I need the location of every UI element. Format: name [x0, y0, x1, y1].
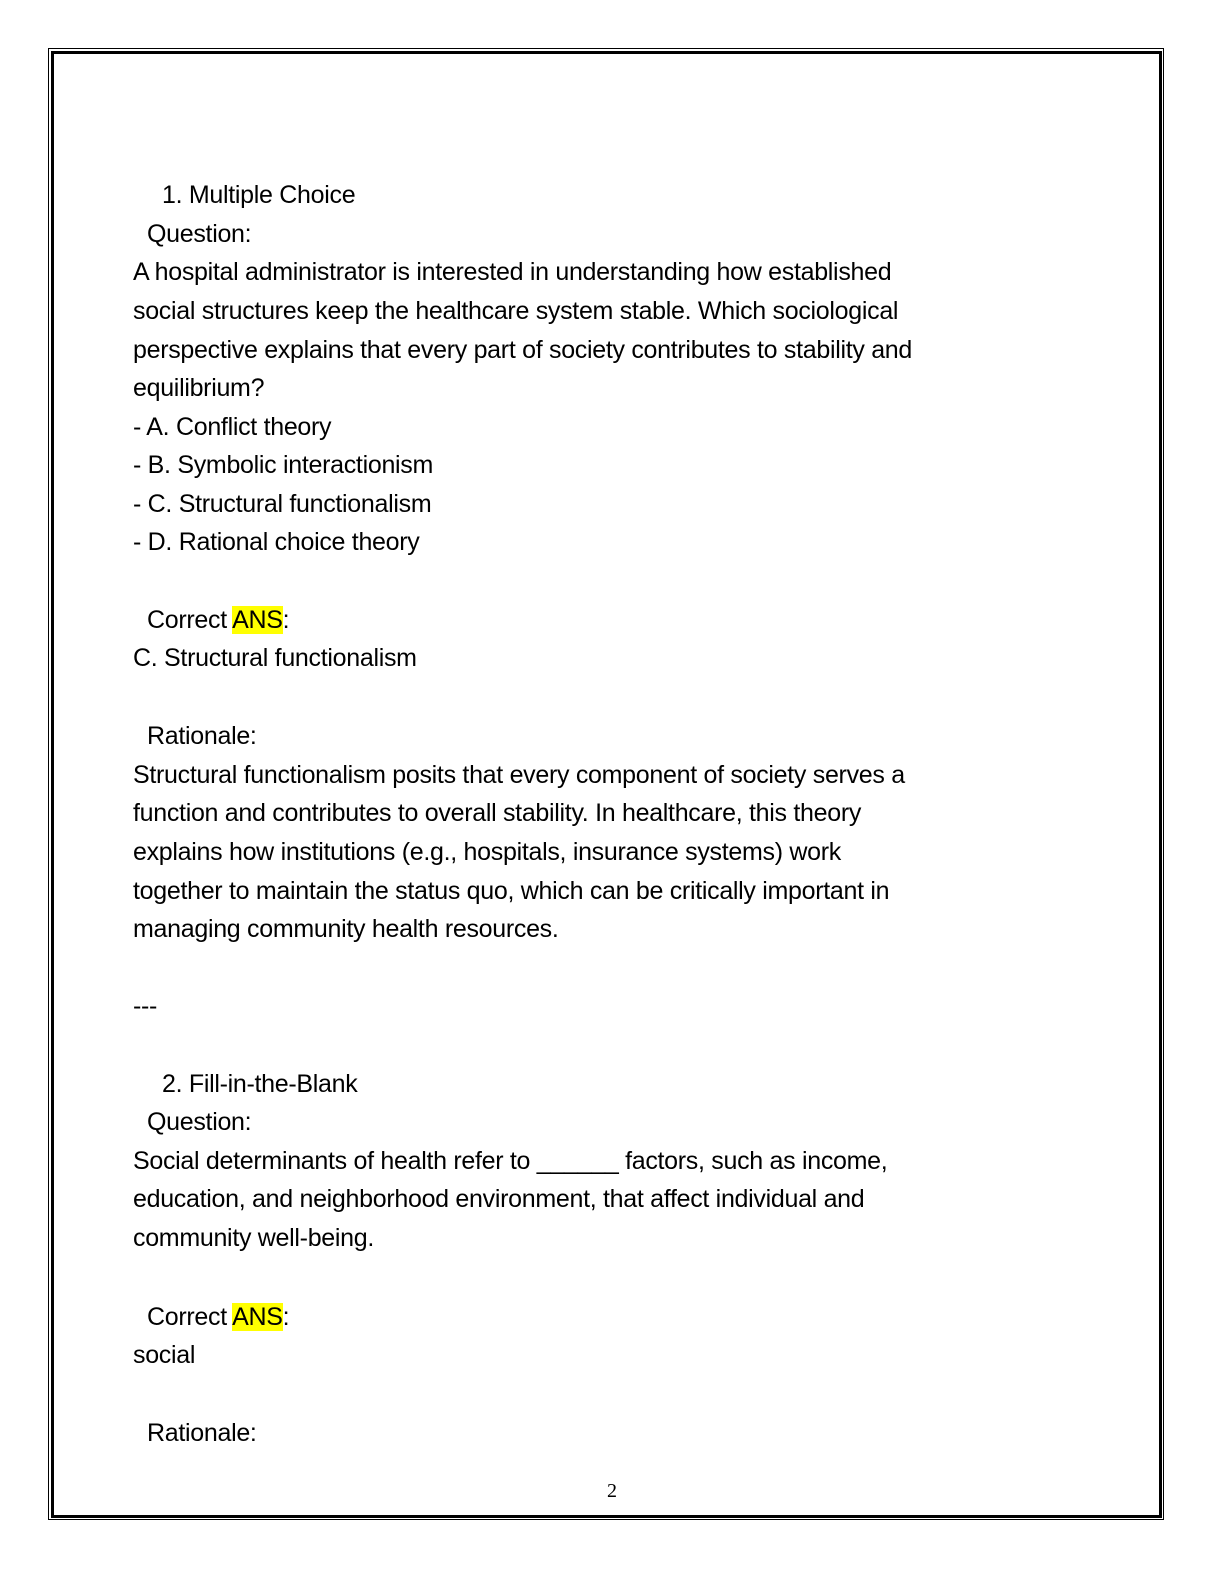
q2-question-line: Social determinants of health refer to ______ factors, such as income,: [133, 1147, 888, 1175]
answer-prefix: Correct: [147, 1303, 233, 1331]
q1-heading: 1. Multiple Choice: [162, 181, 356, 209]
q1-rationale-label: Rationale:: [147, 722, 257, 750]
q1-rationale-line: together to maintain the status quo, which can be critically important in: [133, 877, 890, 905]
q1-rationale-line: managing community health resources.: [133, 915, 559, 943]
q2-heading: 2. Fill-in-the-Blank: [162, 1070, 358, 1098]
q1-question-line: equilibrium?: [133, 374, 265, 402]
separator: ---: [133, 992, 158, 1020]
q2-question-line: community well-being.: [133, 1224, 375, 1252]
q1-option-c: - C. Structural functionalism: [133, 490, 432, 518]
q1-option-a: - A. Conflict theory: [133, 413, 332, 441]
answer-suffix: :: [282, 606, 290, 634]
q2-question-line: education, and neighborhood environment, that affect individual and: [133, 1185, 865, 1213]
q2-answer-label: [147, 1302, 289, 1332]
q2-rationale-label: Rationale:: [147, 1419, 257, 1447]
ans-highlight: ANS: [232, 606, 283, 634]
answer-prefix: Correct: [147, 606, 233, 634]
q2-question-label: Question:: [147, 1108, 252, 1136]
q1-question-line: perspective explains that every part of society contributes to stability and: [133, 336, 913, 364]
q2-answer: social: [133, 1341, 196, 1369]
q1-answer: C. Structural functionalism: [133, 644, 417, 672]
q1-question-line: social structures keep the healthcare system stable. Which sociological: [133, 297, 899, 325]
q1-option-b: - B. Symbolic interactionism: [133, 451, 434, 479]
q1-option-d: - D. Rational choice theory: [133, 528, 420, 556]
ans-highlight: ANS: [232, 1303, 283, 1331]
q1-rationale-line: explains how institutions (e.g., hospitals, insurance systems) work: [133, 838, 841, 866]
answer-suffix: :: [282, 1303, 290, 1331]
q1-rationale-line: Structural functionalism posits that every component of society serves a: [133, 761, 905, 789]
q1-rationale-line: function and contributes to overall stability. In healthcare, this theory: [133, 799, 862, 827]
q1-question-line: A hospital administrator is interested in understanding how established: [133, 258, 892, 286]
q1-answer-label: [147, 605, 289, 635]
q1-question-label: Question:: [147, 220, 252, 248]
page-number: 2: [607, 1480, 617, 1502]
